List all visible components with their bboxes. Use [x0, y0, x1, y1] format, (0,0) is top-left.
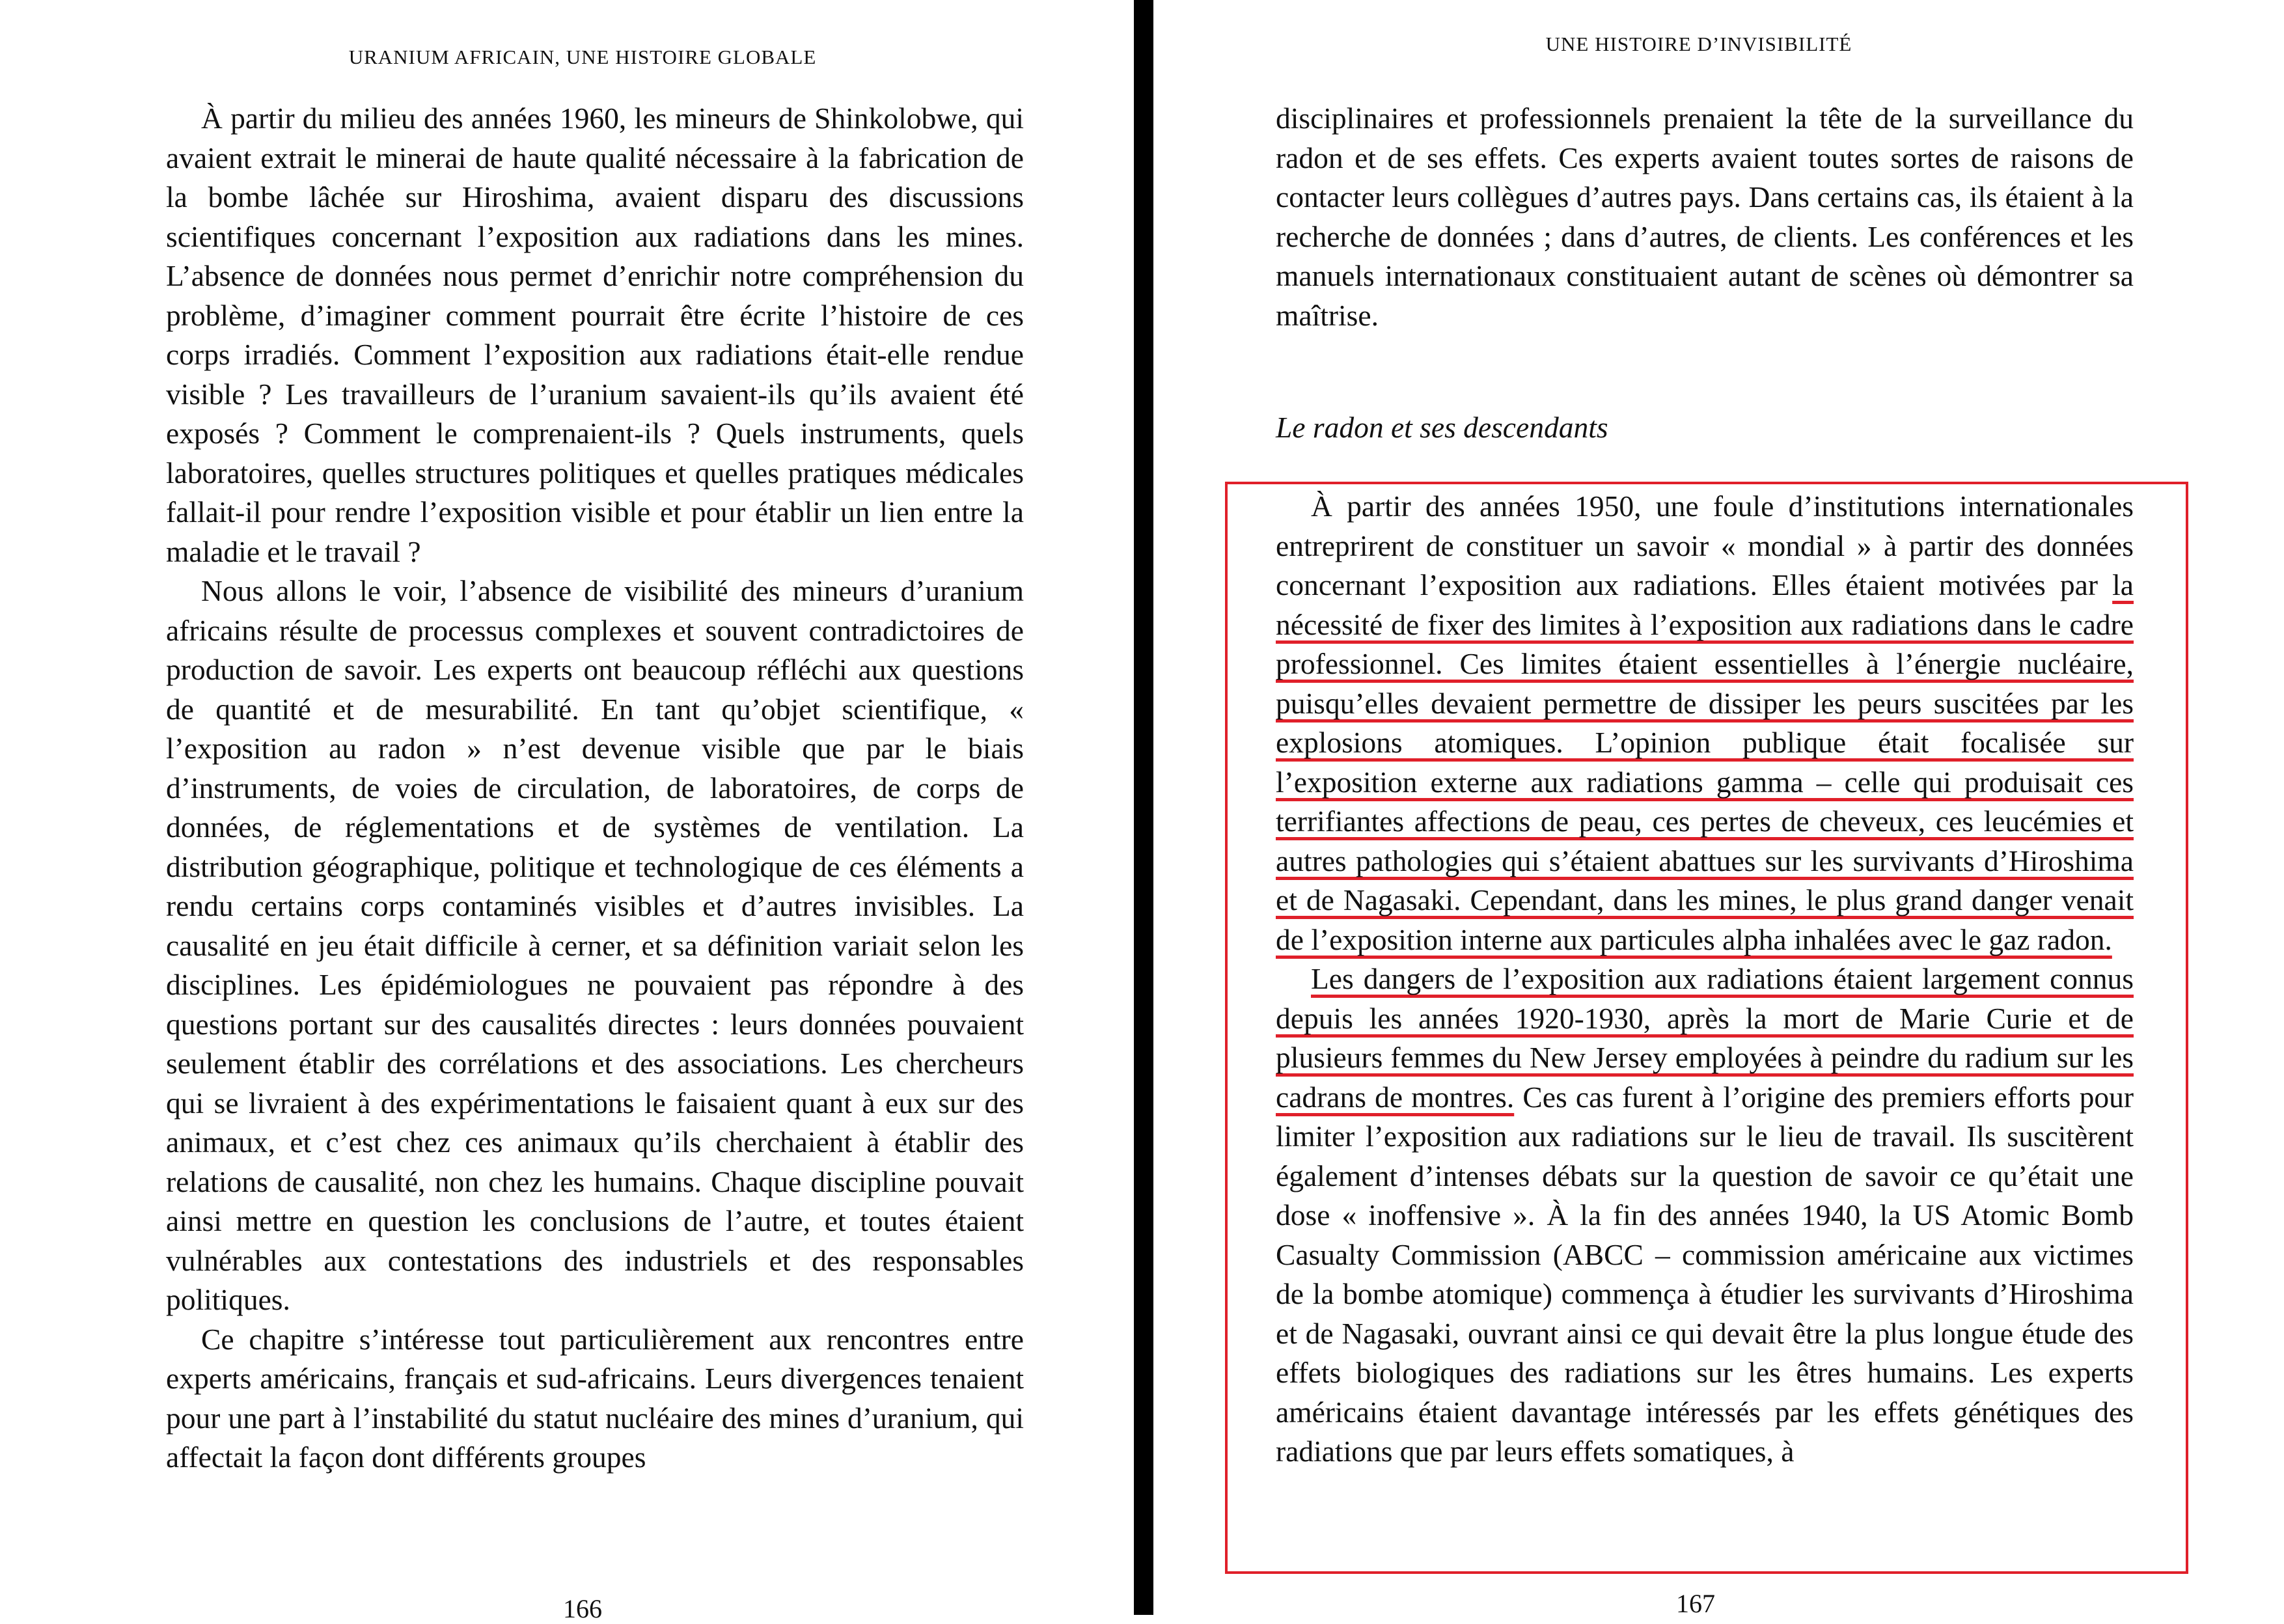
boxed-text-block — [1276, 487, 2134, 1472]
left-running-header: URANIUM AFRICAIN, UNE HISTOIRE GLOBALE — [348, 46, 817, 68]
right-continuation-paragraph: disciplinaires et professionnels prenaient la tête de la surveillance du radon et de ses effets. Ces experts avaient toutes sortes de raisons de contacter leurs collègues d’autres pays. Dans certains cas, ils étaient à la recherche de données ; dans d’autres, de clients. Les conférences et les manuels internationaux constituaient autant de scènes où démontrer sa maîtrise. — [1276, 102, 2134, 332]
section-heading: Le radon et ses descendants — [1276, 411, 1608, 444]
left-paragraph-2: Nous allons le voir, l’absence de visibilité des mineurs d’uranium africains résulte de processus complexes et souvent contradictoires de production de savoir. Les experts ont beaucoup réfléchi aux questions de quantité et de mesurabilité. En tant qu’objet scientifique, « l’exposition au radon » n’est devenue visible que par le biais d’instruments, de voies de circulation, de laboratoires, de corps de données, de réglementations et de systèmes de ventilation. La distribution géographique, politique et technologique de ces éléments a rendu certains corps contaminés visibles et d’autres invisibles. La causalité en jeu était difficile à cerner, et sa définition variait selon les disciplines. Les épidémiologues ne pouvaient pas répondre à des questions portant sur des causalités directes : leurs données pouvaient seulement établir des corrélations et des associations. Les chercheurs qui se livraient à des expérimentations le faisaient quant à eux sur des animaux, et c’est chez ces animaux qu’ils cherchaient à établir des relations de causalité, non chez les humains. Chaque discipline pouvait ainsi mettre en question les conclusions de l’autre, et toutes étaient vulnérables aux contestations des industriels et des responsables politiques. — [166, 574, 1024, 1316]
plain-text: Ces cas furent à l’origine des premiers efforts pour limiter l’exposition aux radiations sur le lieu de travail. Ils suscitèrent également d’intenses débats sur la question de savoir ce qu’était une dose « inoffensive ». À la fin des années 1940, la US Atomic Bomb Casualty Commission (ABCC – commission américaine aux victimes de la bombe atomique) commença à étudier les survivants d’Hiroshima et de Nagasaki, ouvrant ainsi ce qui devait être la plus longue étude des effets biologiques des radiations sur les êtres humains. Les experts américains étaient davantage intéressés par les effets génétiques des radiations que par leurs effets somatiques, à — [1276, 1080, 2134, 1468]
boxed-paragraph-1 — [1276, 487, 2134, 959]
right-running-header: UNE HISTOIRE D’INVISIBILITÉ — [1545, 33, 1852, 55]
left-page — [0, 0, 1133, 1623]
red-underlined-text: Les dangers de l’exposition aux radiations étaient largement connus depuis les années 1920-1930, après la mort de Marie Curie et de plusieurs femmes du New Jersey employées à peindre du radium sur les cadrans de montres. — [1276, 962, 2134, 1114]
boxed-paragraph-2 — [1276, 959, 2134, 1472]
book-spine — [1134, 0, 1153, 1615]
red-underlined-text: la nécessité de fixer des limites à l’exposition aux radiations dans le cadre professionnel. Ces limites étaient essentielles à l’énergie nucléaire, puisqu’elles devaient permettre de dissiper les peurs suscitées par les explosions atomiques. L’opinion publique était focalisée sur l’exposition externe aux radiations gamma – celle qui produisait ces terrifiantes affections de peau, ces pertes de cheveux, ces leucémies et autres pathologies qui s’étaient abattues sur les survivants d’Hiroshima et de Nagasaki. Cependant, dans les mines, le plus grand danger venait de l’exposition interne aux particules alpha inhalées avec le gaz radon. — [1276, 568, 2134, 956]
left-page-number: 166 — [563, 1594, 602, 1623]
plain-text: À partir des années 1950, une foule d’institutions internationales entreprirent de constituer un savoir « mondial » à partir des données concernant l’exposition aux radiations. Elles étaient motivées par — [1276, 489, 2134, 601]
left-paragraph-3: Ce chapitre s’intéresse tout particulièrement aux rencontres entre experts américains, français et sud-africains. Leurs divergences tenaient pour une part à l’instabilité du statut nucléaire des mines d’uranium, qui affectait la façon dont différents groupes — [166, 1322, 1024, 1474]
left-paragraph-1: À partir du milieu des années 1960, les mineurs de Shinkolobwe, qui avaient extrait le minerai de haute qualité nécessaire à la fabrication de la bombe lâchée sur Hiroshima, avaient disparu des discussions scientifiques concernant l’exposition aux radiations dans les mines. L’absence de données nous permet d’enrichir notre compréhension du problème, d’imaginer comment pourrait être écrite l’histoire de ces corps irradiés. Comment l’exposition aux radiations était-elle rendue visible ? Les travailleurs de l’uranium savaient-ils qu’ils avaient été exposés ? Comment le comprenaient-ils ? Quels instruments, quels laboratoires, quelles structures politiques et quelles pratiques médicales fallait-il pour rendre l’exposition visible et pour établir un lien entre la maladie et le travail ? — [166, 102, 1024, 568]
left-body-text — [166, 99, 1024, 1478]
right-page — [1159, 0, 2284, 1618]
right-page-number: 167 — [1676, 1589, 1715, 1618]
right-continuation-text — [1276, 99, 2134, 335]
